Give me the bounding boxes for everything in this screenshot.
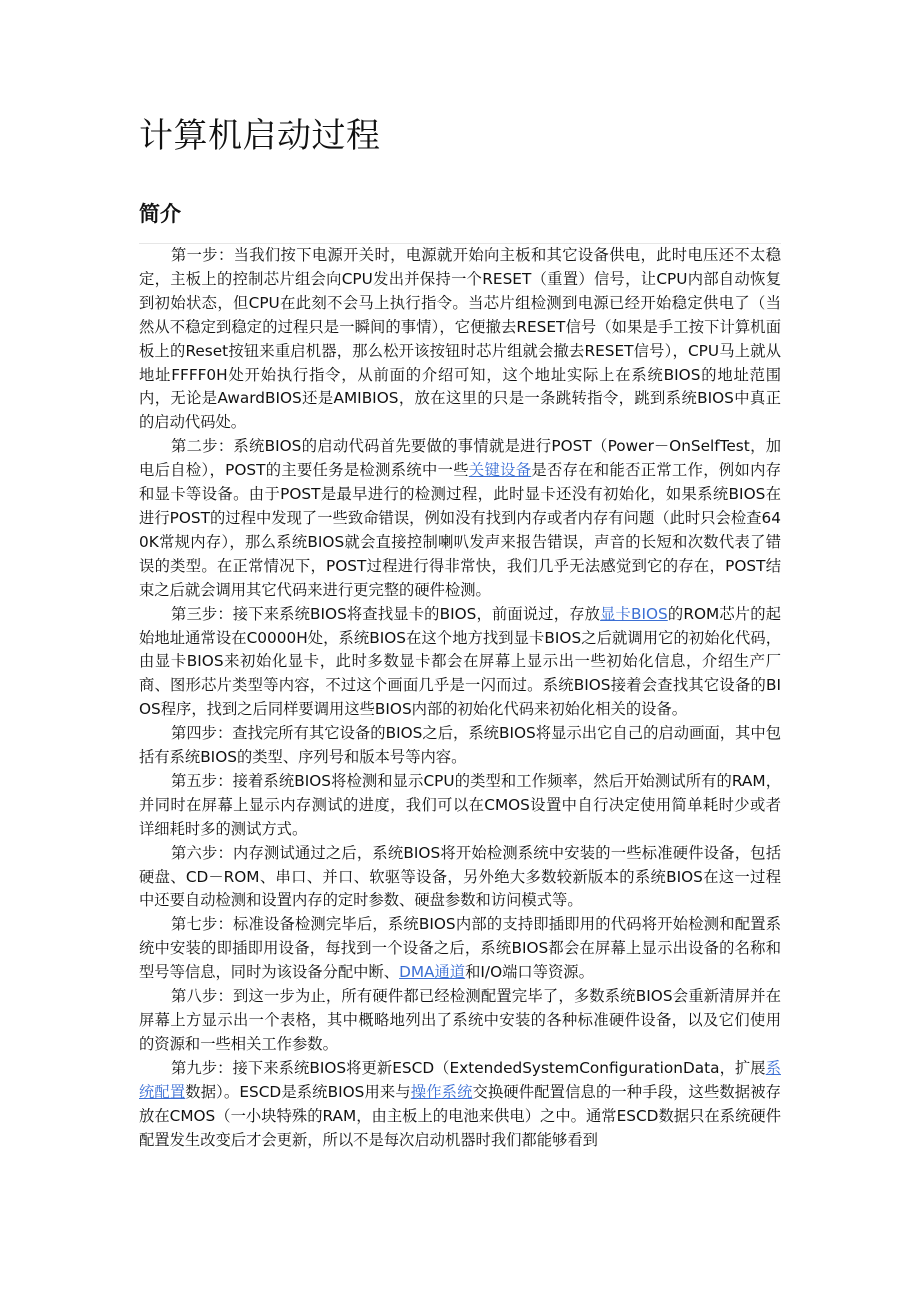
paragraph-text: 和I/O端口等资源。: [465, 963, 594, 982]
paragraph-text: 第九步：接下来系统BIOS将更新ESCD（ExtendedSystemConfigurationData，扩展: [171, 1058, 766, 1077]
paragraph-step-7: [139, 913, 781, 985]
section-heading: 简介: [139, 202, 181, 226]
paragraph-step-8: [139, 985, 781, 1057]
inline-link[interactable]: 显卡BIOS: [600, 604, 668, 623]
paragraph-text: 第七步：标准设备检测完毕后，系统BIOS内部的支持即插即用的代码将开始检测和配置系统中安装的即插即用设备，每找到一个设备之后，系统BIOS都会在屏幕上显示出设备的名称和型号等信息，同时为该设备分配中断、: [139, 915, 781, 982]
paragraph-text: 的ROM芯片的起始地址通常设在C0000H处，系统BIOS在这个地方找到显卡BIOS之后就调用它的初始化代码，由显卡BIOS来初始化显卡，此时多数显卡都会在屏幕上显示出一些初始化信息，介绍生产厂商、图形芯片类型等内容，不过这个画面几乎是一闪而过。系统BIOS接着会查找其它设备的BIOS程序，找到之后同样要调用这些BIOS内部的初始化代码来初始化相关的设备。: [139, 604, 781, 719]
paragraph-step-4: [139, 722, 781, 770]
paragraph-text: 数据）。ESCD是系统BIOS用来与: [185, 1082, 411, 1101]
paragraph-text: 第二步：系统BIOS的启动代码首先要做的事情就是进行POST（Power－OnSelfTest，加电后自检），POST的主要任务是检测系统中一些: [139, 437, 781, 480]
paragraph-text: 第六步：内存测试通过之后，系统BIOS将开始检测系统中安装的一些标准硬件设备，包括硬盘、CD－ROM、串口、并口、软驱等设备，另外绝大多数较新版本的系统BIOS在这一过程中还要自动检测和设置内存的定时参数、硬盘参数和访问模式等。: [139, 843, 781, 910]
paragraph-text: 第四步：查找完所有其它设备的BIOS之后，系统BIOS将显示出它自己的启动画面，其中包括有系统BIOS的类型、序列号和版本号等内容。: [139, 724, 781, 767]
paragraph-text: 是否存在和能否正常工作，例如内存和显卡等设备。由于POST是最早进行的检测过程，此时显卡还没有初始化，如果系统BIOS在进行POST的过程中发现了一些致命错误，例如没有找到内存或者内存有问题（此时只会检查640K常规内存），那么系统BIOS就会直接控制喇叭发声来报告错误，声音的长短和次数代表了错误的类型。在正常情况下，POST过程进行得非常快，我们几乎无法感觉到它的存在，POST结束之后就会调用其它代码来进行更完整的硬件检测。: [139, 461, 781, 599]
paragraph-step-5: [139, 770, 781, 842]
inline-link[interactable]: 关键设备: [468, 461, 532, 480]
inline-link[interactable]: 操作系统: [410, 1082, 473, 1101]
inline-link[interactable]: 系统配置: [139, 1058, 781, 1101]
paragraph-step-2: [139, 435, 781, 602]
paragraph-text: 第一步：当我们按下电源开关时，电源就开始向主板和其它设备供电，此时电压还不太稳定，主板上的控制芯片组会向CPU发出并保持一个RESET（重置）信号，让CPU内部自动恢复到初始状态，但CPU在此刻不会马上执行指令。当芯片组检测到电源已经开始稳定供电了（当然从不稳定到稳定的过程只是一瞬间的事情），它便撤去RESET信号（如果是手工按下计算机面板上的Reset按钮来重启机器，那么松开该按钮时芯片组就会撤去RESET信号），CPU马上就从地址FFFF0H处开始执行指令，从前面的介绍可知，这个地址实际上在系统BIOS的地址范围内，无论是AwardBIOS还是AMIBIOS，放在这里的只是一条跳转指令，跳到系统BIOS中真正的启动代码处。: [139, 246, 781, 432]
paragraph-text: 第三步：接下来系统BIOS将查找显卡的BIOS，前面说过，存放: [171, 604, 601, 623]
paragraph-step-3: [139, 603, 781, 723]
paragraph-step-6: [139, 842, 781, 914]
paragraph-step-9: [139, 1057, 781, 1153]
paragraph-step-1: [139, 244, 781, 435]
document-title: 计算机启动过程: [139, 116, 381, 156]
paragraph-text: 第八步：到这一步为止，所有硬件都已经检测配置完毕了，多数系统BIOS会重新清屏并在屏幕上方显示出一个表格，其中概略地列出了系统中安装的各种标准硬件设备，以及它们使用的资源和一些相关工作参数。: [139, 987, 781, 1053]
article-body: [139, 244, 781, 1152]
paragraph-text: 第五步：接着系统BIOS将检测和显示CPU的类型和工作频率，然后开始测试所有的RAM，并同时在屏幕上显示内存测试的进度，我们可以在CMOS设置中自行决定使用简单耗时少或者详细耗时多的测试方式。: [139, 771, 781, 838]
inline-link[interactable]: DMA通道: [399, 963, 466, 982]
paragraph-text: 交换硬件配置信息的一种手段，这些数据被存放在CMOS（一小块特殊的RAM，由主板上的电池来供电）之中。通常ESCD数据只在系统硬件配置发生改变后才会更新，所以不是每次启动机器时我们都能够看到: [139, 1082, 781, 1149]
